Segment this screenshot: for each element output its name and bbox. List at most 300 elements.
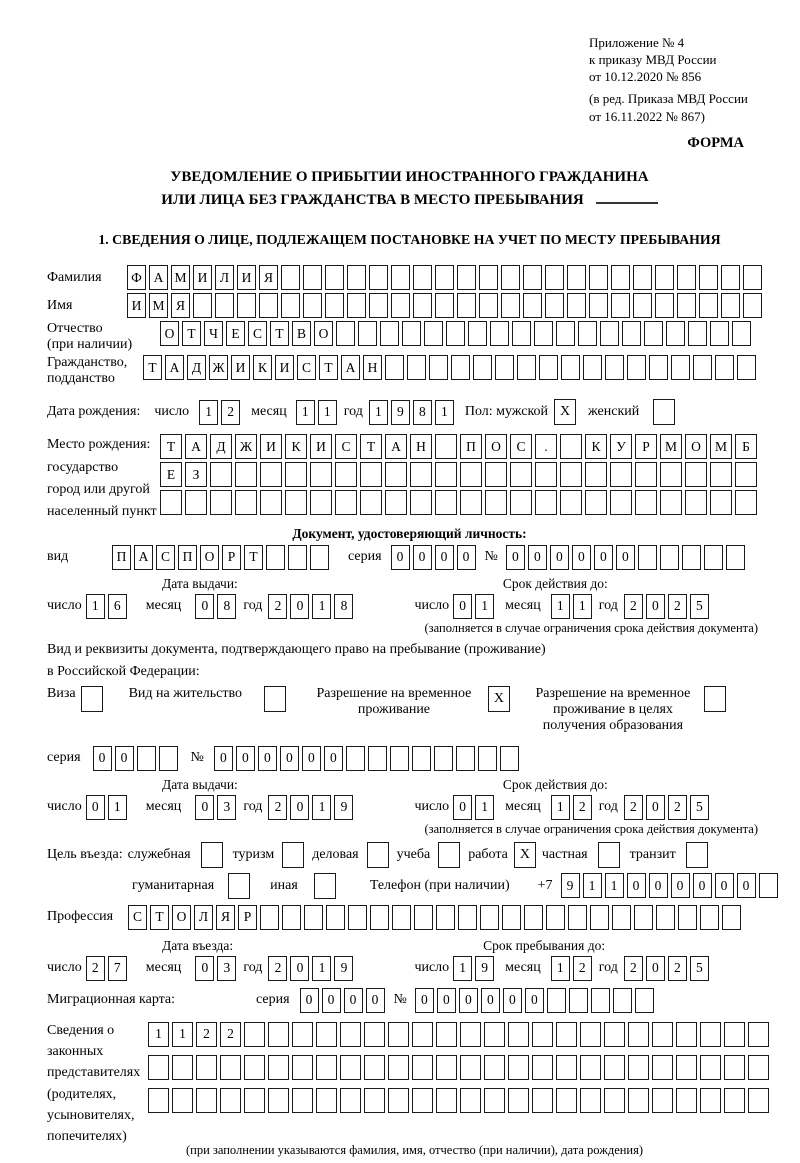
char-cell[interactable]: 0: [594, 545, 613, 570]
char-cell[interactable]: [508, 1088, 529, 1113]
char-cell[interactable]: [649, 355, 668, 380]
char-cell[interactable]: [456, 746, 475, 771]
char-cell[interactable]: [495, 355, 514, 380]
char-cell[interactable]: [410, 462, 432, 487]
phone-field[interactable]: [561, 873, 781, 898]
char-cell[interactable]: [545, 293, 564, 318]
char-cell[interactable]: 0: [344, 988, 363, 1013]
char-cell[interactable]: А: [341, 355, 360, 380]
char-cell[interactable]: [605, 355, 624, 380]
char-cell[interactable]: 6: [108, 594, 127, 619]
char-cell[interactable]: [644, 321, 663, 346]
char-cell[interactable]: [724, 1022, 745, 1047]
char-cell[interactable]: 5: [690, 795, 709, 820]
char-cell[interactable]: [633, 293, 652, 318]
char-cell[interactable]: 8: [334, 594, 353, 619]
char-cell[interactable]: [532, 1088, 553, 1113]
char-cell[interactable]: [370, 905, 389, 930]
char-cell[interactable]: 1: [475, 795, 494, 820]
char-cell[interactable]: [704, 545, 723, 570]
char-cell[interactable]: 0: [737, 873, 756, 898]
char-cell[interactable]: [721, 293, 740, 318]
char-cell[interactable]: Д: [210, 434, 232, 459]
char-cell[interactable]: В: [292, 321, 311, 346]
char-cell[interactable]: О: [200, 545, 219, 570]
permit-issued-year-field[interactable]: [268, 795, 356, 820]
char-cell[interactable]: [591, 988, 610, 1013]
char-cell[interactable]: С: [335, 434, 357, 459]
char-cell[interactable]: [523, 293, 542, 318]
char-cell[interactable]: И: [193, 265, 212, 290]
char-cell[interactable]: [567, 293, 586, 318]
rvp-edu-checkbox[interactable]: [704, 686, 726, 712]
char-cell[interactable]: [678, 905, 697, 930]
char-cell[interactable]: [220, 1088, 241, 1113]
char-cell[interactable]: 0: [550, 545, 569, 570]
char-cell[interactable]: [652, 1088, 673, 1113]
char-cell[interactable]: 1: [605, 873, 624, 898]
char-cell[interactable]: [388, 1022, 409, 1047]
char-cell[interactable]: [435, 293, 454, 318]
char-cell[interactable]: [435, 265, 454, 290]
char-cell[interactable]: [532, 1055, 553, 1080]
char-cell[interactable]: 0: [435, 545, 454, 570]
char-cell[interactable]: [485, 462, 507, 487]
char-cell[interactable]: 7: [108, 956, 127, 981]
char-cell[interactable]: М: [660, 434, 682, 459]
char-cell[interactable]: [671, 355, 690, 380]
char-cell[interactable]: О: [160, 321, 179, 346]
char-cell[interactable]: 3: [217, 795, 236, 820]
char-cell[interactable]: Н: [363, 355, 382, 380]
char-cell[interactable]: Д: [187, 355, 206, 380]
char-cell[interactable]: 0: [572, 545, 591, 570]
char-cell[interactable]: [539, 355, 558, 380]
char-cell[interactable]: 2: [573, 956, 592, 981]
birthplace-row1-field[interactable]: [160, 434, 760, 459]
char-cell[interactable]: 2: [668, 594, 687, 619]
char-cell[interactable]: 0: [322, 988, 341, 1013]
char-cell[interactable]: [364, 1055, 385, 1080]
char-cell[interactable]: Е: [160, 462, 182, 487]
char-cell[interactable]: 1: [453, 956, 472, 981]
permit-valid-month-field[interactable]: [551, 795, 595, 820]
profession-field[interactable]: [128, 905, 744, 930]
permit-issued-month-field[interactable]: [195, 795, 239, 820]
char-cell[interactable]: [282, 905, 301, 930]
char-cell[interactable]: [473, 355, 492, 380]
doc-series-field[interactable]: [391, 545, 479, 570]
sex-female-checkbox[interactable]: [653, 399, 675, 425]
char-cell[interactable]: [534, 321, 553, 346]
char-cell[interactable]: [310, 545, 329, 570]
char-cell[interactable]: К: [253, 355, 272, 380]
permit-number-field[interactable]: [214, 746, 522, 771]
char-cell[interactable]: [583, 355, 602, 380]
char-cell[interactable]: [613, 988, 632, 1013]
char-cell[interactable]: 1: [296, 400, 315, 425]
char-cell[interactable]: [413, 265, 432, 290]
char-cell[interactable]: [446, 321, 465, 346]
char-cell[interactable]: Р: [222, 545, 241, 570]
char-cell[interactable]: 1: [369, 400, 388, 425]
char-cell[interactable]: 2: [268, 795, 287, 820]
char-cell[interactable]: 1: [199, 400, 218, 425]
char-cell[interactable]: [556, 321, 575, 346]
char-cell[interactable]: [235, 462, 257, 487]
char-cell[interactable]: 2: [221, 400, 240, 425]
char-cell[interactable]: 0: [258, 746, 277, 771]
char-cell[interactable]: [316, 1022, 337, 1047]
char-cell[interactable]: [435, 462, 457, 487]
char-cell[interactable]: 5: [690, 956, 709, 981]
sex-male-checkbox[interactable]: X: [554, 399, 576, 425]
char-cell[interactable]: [589, 265, 608, 290]
char-cell[interactable]: [160, 490, 182, 515]
char-cell[interactable]: 2: [268, 956, 287, 981]
char-cell[interactable]: [748, 1055, 769, 1080]
char-cell[interactable]: 1: [435, 400, 454, 425]
char-cell[interactable]: [676, 1088, 697, 1113]
char-cell[interactable]: [590, 905, 609, 930]
char-cell[interactable]: [676, 1022, 697, 1047]
char-cell[interactable]: [391, 265, 410, 290]
birth-year-field[interactable]: [369, 400, 457, 425]
char-cell[interactable]: М: [710, 434, 732, 459]
char-cell[interactable]: [490, 321, 509, 346]
char-cell[interactable]: [436, 1022, 457, 1047]
char-cell[interactable]: [589, 293, 608, 318]
char-cell[interactable]: [561, 355, 580, 380]
char-cell[interactable]: [348, 905, 367, 930]
char-cell[interactable]: [724, 1055, 745, 1080]
char-cell[interactable]: [485, 490, 507, 515]
char-cell[interactable]: [292, 1088, 313, 1113]
char-cell[interactable]: 0: [413, 545, 432, 570]
char-cell[interactable]: [722, 905, 741, 930]
birth-day-field[interactable]: [199, 400, 243, 425]
char-cell[interactable]: [743, 265, 762, 290]
char-cell[interactable]: [235, 490, 257, 515]
char-cell[interactable]: С: [297, 355, 316, 380]
permit-valid-day-field[interactable]: [453, 795, 497, 820]
char-cell[interactable]: Т: [143, 355, 162, 380]
char-cell[interactable]: [685, 490, 707, 515]
char-cell[interactable]: [535, 462, 557, 487]
char-cell[interactable]: Т: [270, 321, 289, 346]
char-cell[interactable]: [585, 462, 607, 487]
char-cell[interactable]: [685, 462, 707, 487]
char-cell[interactable]: 0: [459, 988, 478, 1013]
char-cell[interactable]: [244, 1055, 265, 1080]
char-cell[interactable]: 0: [506, 545, 525, 570]
doc-valid-month-field[interactable]: [551, 594, 595, 619]
char-cell[interactable]: [325, 293, 344, 318]
char-cell[interactable]: С: [156, 545, 175, 570]
char-cell[interactable]: 0: [115, 746, 134, 771]
migration-card-number-field[interactable]: [415, 988, 657, 1013]
char-cell[interactable]: 0: [693, 873, 712, 898]
char-cell[interactable]: Ч: [204, 321, 223, 346]
char-cell[interactable]: А: [165, 355, 184, 380]
char-cell[interactable]: [268, 1088, 289, 1113]
char-cell[interactable]: [268, 1022, 289, 1047]
char-cell[interactable]: [458, 905, 477, 930]
stay-year-field[interactable]: [624, 956, 712, 981]
char-cell[interactable]: [546, 905, 565, 930]
char-cell[interactable]: 0: [649, 873, 668, 898]
char-cell[interactable]: [604, 1022, 625, 1047]
doc-issued-day-field[interactable]: [86, 594, 130, 619]
char-cell[interactable]: [460, 1088, 481, 1113]
char-cell[interactable]: [281, 265, 300, 290]
char-cell[interactable]: 0: [437, 988, 456, 1013]
char-cell[interactable]: [585, 490, 607, 515]
char-cell[interactable]: [484, 1055, 505, 1080]
char-cell[interactable]: [244, 1022, 265, 1047]
char-cell[interactable]: [700, 1055, 721, 1080]
char-cell[interactable]: [436, 1088, 457, 1113]
char-cell[interactable]: [368, 746, 387, 771]
char-cell[interactable]: [524, 905, 543, 930]
char-cell[interactable]: [304, 905, 323, 930]
char-cell[interactable]: [159, 746, 178, 771]
char-cell[interactable]: И: [127, 293, 146, 318]
char-cell[interactable]: 0: [525, 988, 544, 1013]
stay-month-field[interactable]: [551, 956, 595, 981]
char-cell[interactable]: [510, 462, 532, 487]
char-cell[interactable]: И: [310, 434, 332, 459]
char-cell[interactable]: 9: [475, 956, 494, 981]
char-cell[interactable]: У: [610, 434, 632, 459]
char-cell[interactable]: [260, 490, 282, 515]
char-cell[interactable]: [380, 321, 399, 346]
char-cell[interactable]: [721, 265, 740, 290]
char-cell[interactable]: [434, 746, 453, 771]
char-cell[interactable]: 1: [583, 873, 602, 898]
doc-number-field[interactable]: [506, 545, 748, 570]
char-cell[interactable]: Т: [182, 321, 201, 346]
char-cell[interactable]: [677, 293, 696, 318]
char-cell[interactable]: [600, 321, 619, 346]
char-cell[interactable]: Т: [360, 434, 382, 459]
permit-series-field[interactable]: [93, 746, 181, 771]
purpose-transit-checkbox[interactable]: [686, 842, 708, 868]
char-cell[interactable]: [266, 545, 285, 570]
char-cell[interactable]: [460, 1022, 481, 1047]
char-cell[interactable]: 8: [413, 400, 432, 425]
char-cell[interactable]: [748, 1022, 769, 1047]
char-cell[interactable]: [346, 746, 365, 771]
char-cell[interactable]: [484, 1088, 505, 1113]
char-cell[interactable]: [335, 490, 357, 515]
char-cell[interactable]: 0: [214, 746, 233, 771]
char-cell[interactable]: Т: [150, 905, 169, 930]
visa-checkbox[interactable]: [81, 686, 103, 712]
char-cell[interactable]: [429, 355, 448, 380]
char-cell[interactable]: 0: [280, 746, 299, 771]
char-cell[interactable]: Ф: [127, 265, 146, 290]
char-cell[interactable]: 9: [391, 400, 410, 425]
char-cell[interactable]: [578, 321, 597, 346]
char-cell[interactable]: [628, 1022, 649, 1047]
char-cell[interactable]: [556, 1055, 577, 1080]
char-cell[interactable]: [369, 265, 388, 290]
char-cell[interactable]: 3: [217, 956, 236, 981]
char-cell[interactable]: [479, 293, 498, 318]
char-cell[interactable]: [244, 1088, 265, 1113]
char-cell[interactable]: [604, 1088, 625, 1113]
char-cell[interactable]: [759, 873, 778, 898]
char-cell[interactable]: К: [285, 434, 307, 459]
char-cell[interactable]: [424, 321, 443, 346]
char-cell[interactable]: [281, 293, 300, 318]
char-cell[interactable]: [638, 545, 657, 570]
char-cell[interactable]: [611, 293, 630, 318]
char-cell[interactable]: 1: [312, 956, 331, 981]
char-cell[interactable]: 0: [646, 594, 665, 619]
char-cell[interactable]: 1: [86, 594, 105, 619]
char-cell[interactable]: [407, 355, 426, 380]
char-cell[interactable]: [196, 1055, 217, 1080]
char-cell[interactable]: [484, 1022, 505, 1047]
char-cell[interactable]: [310, 462, 332, 487]
birthplace-row3-field[interactable]: [160, 490, 760, 515]
char-cell[interactable]: Р: [635, 434, 657, 459]
char-cell[interactable]: [288, 545, 307, 570]
char-cell[interactable]: [535, 490, 557, 515]
doc-issued-month-field[interactable]: [195, 594, 239, 619]
char-cell[interactable]: [700, 1022, 721, 1047]
char-cell[interactable]: [196, 1088, 217, 1113]
char-cell[interactable]: [148, 1055, 169, 1080]
char-cell[interactable]: И: [275, 355, 294, 380]
residence-permit-checkbox[interactable]: [264, 686, 286, 712]
char-cell[interactable]: 1: [312, 594, 331, 619]
char-cell[interactable]: [532, 1022, 553, 1047]
char-cell[interactable]: [732, 321, 751, 346]
char-cell[interactable]: Р: [238, 905, 257, 930]
char-cell[interactable]: [292, 1022, 313, 1047]
representatives-row2-field[interactable]: [148, 1055, 772, 1080]
char-cell[interactable]: 0: [646, 956, 665, 981]
char-cell[interactable]: К: [585, 434, 607, 459]
purpose-humanitarian-checkbox[interactable]: [228, 873, 250, 899]
char-cell[interactable]: 2: [220, 1022, 241, 1047]
char-cell[interactable]: [700, 905, 719, 930]
char-cell[interactable]: [604, 1055, 625, 1080]
stay-day-field[interactable]: [453, 956, 497, 981]
char-cell[interactable]: [699, 265, 718, 290]
char-cell[interactable]: [369, 293, 388, 318]
char-cell[interactable]: 2: [624, 795, 643, 820]
char-cell[interactable]: И: [237, 265, 256, 290]
char-cell[interactable]: [336, 321, 355, 346]
char-cell[interactable]: [627, 355, 646, 380]
char-cell[interactable]: [715, 355, 734, 380]
char-cell[interactable]: 0: [302, 746, 321, 771]
char-cell[interactable]: [385, 490, 407, 515]
char-cell[interactable]: [457, 265, 476, 290]
char-cell[interactable]: А: [134, 545, 153, 570]
char-cell[interactable]: [610, 490, 632, 515]
char-cell[interactable]: 0: [300, 988, 319, 1013]
char-cell[interactable]: [210, 490, 232, 515]
char-cell[interactable]: С: [510, 434, 532, 459]
char-cell[interactable]: [612, 905, 631, 930]
char-cell[interactable]: [412, 1022, 433, 1047]
char-cell[interactable]: [726, 545, 745, 570]
char-cell[interactable]: 0: [627, 873, 646, 898]
char-cell[interactable]: [303, 265, 322, 290]
char-cell[interactable]: [340, 1055, 361, 1080]
entry-month-field[interactable]: [195, 956, 239, 981]
char-cell[interactable]: [335, 462, 357, 487]
char-cell[interactable]: .: [535, 434, 557, 459]
char-cell[interactable]: 2: [573, 795, 592, 820]
char-cell[interactable]: [628, 1088, 649, 1113]
char-cell[interactable]: [193, 293, 212, 318]
char-cell[interactable]: [710, 490, 732, 515]
char-cell[interactable]: [388, 1088, 409, 1113]
char-cell[interactable]: 2: [668, 795, 687, 820]
representatives-row3-field[interactable]: [148, 1088, 772, 1113]
char-cell[interactable]: 0: [93, 746, 112, 771]
char-cell[interactable]: [501, 265, 520, 290]
char-cell[interactable]: 1: [551, 795, 570, 820]
char-cell[interactable]: Т: [319, 355, 338, 380]
char-cell[interactable]: [340, 1022, 361, 1047]
char-cell[interactable]: [660, 490, 682, 515]
char-cell[interactable]: [402, 321, 421, 346]
char-cell[interactable]: [480, 905, 499, 930]
char-cell[interactable]: 0: [453, 594, 472, 619]
char-cell[interactable]: [479, 265, 498, 290]
char-cell[interactable]: [655, 265, 674, 290]
firstname-field[interactable]: [127, 293, 765, 318]
purpose-private-checkbox[interactable]: [598, 842, 620, 868]
patronymic-field[interactable]: [160, 321, 754, 346]
char-cell[interactable]: [478, 746, 497, 771]
char-cell[interactable]: А: [385, 434, 407, 459]
char-cell[interactable]: О: [485, 434, 507, 459]
char-cell[interactable]: 1: [551, 956, 570, 981]
char-cell[interactable]: [628, 1055, 649, 1080]
char-cell[interactable]: [508, 1055, 529, 1080]
char-cell[interactable]: [735, 490, 757, 515]
char-cell[interactable]: [510, 490, 532, 515]
char-cell[interactable]: [414, 905, 433, 930]
char-cell[interactable]: [545, 265, 564, 290]
char-cell[interactable]: [360, 462, 382, 487]
char-cell[interactable]: [710, 321, 729, 346]
char-cell[interactable]: 0: [671, 873, 690, 898]
char-cell[interactable]: 9: [561, 873, 580, 898]
char-cell[interactable]: [325, 265, 344, 290]
char-cell[interactable]: [303, 293, 322, 318]
char-cell[interactable]: [185, 490, 207, 515]
char-cell[interactable]: 1: [551, 594, 570, 619]
permit-valid-year-field[interactable]: [624, 795, 712, 820]
char-cell[interactable]: [260, 905, 279, 930]
char-cell[interactable]: [656, 905, 675, 930]
char-cell[interactable]: 0: [195, 594, 214, 619]
char-cell[interactable]: О: [685, 434, 707, 459]
char-cell[interactable]: [468, 321, 487, 346]
char-cell[interactable]: 2: [668, 956, 687, 981]
char-cell[interactable]: [500, 746, 519, 771]
char-cell[interactable]: [347, 265, 366, 290]
